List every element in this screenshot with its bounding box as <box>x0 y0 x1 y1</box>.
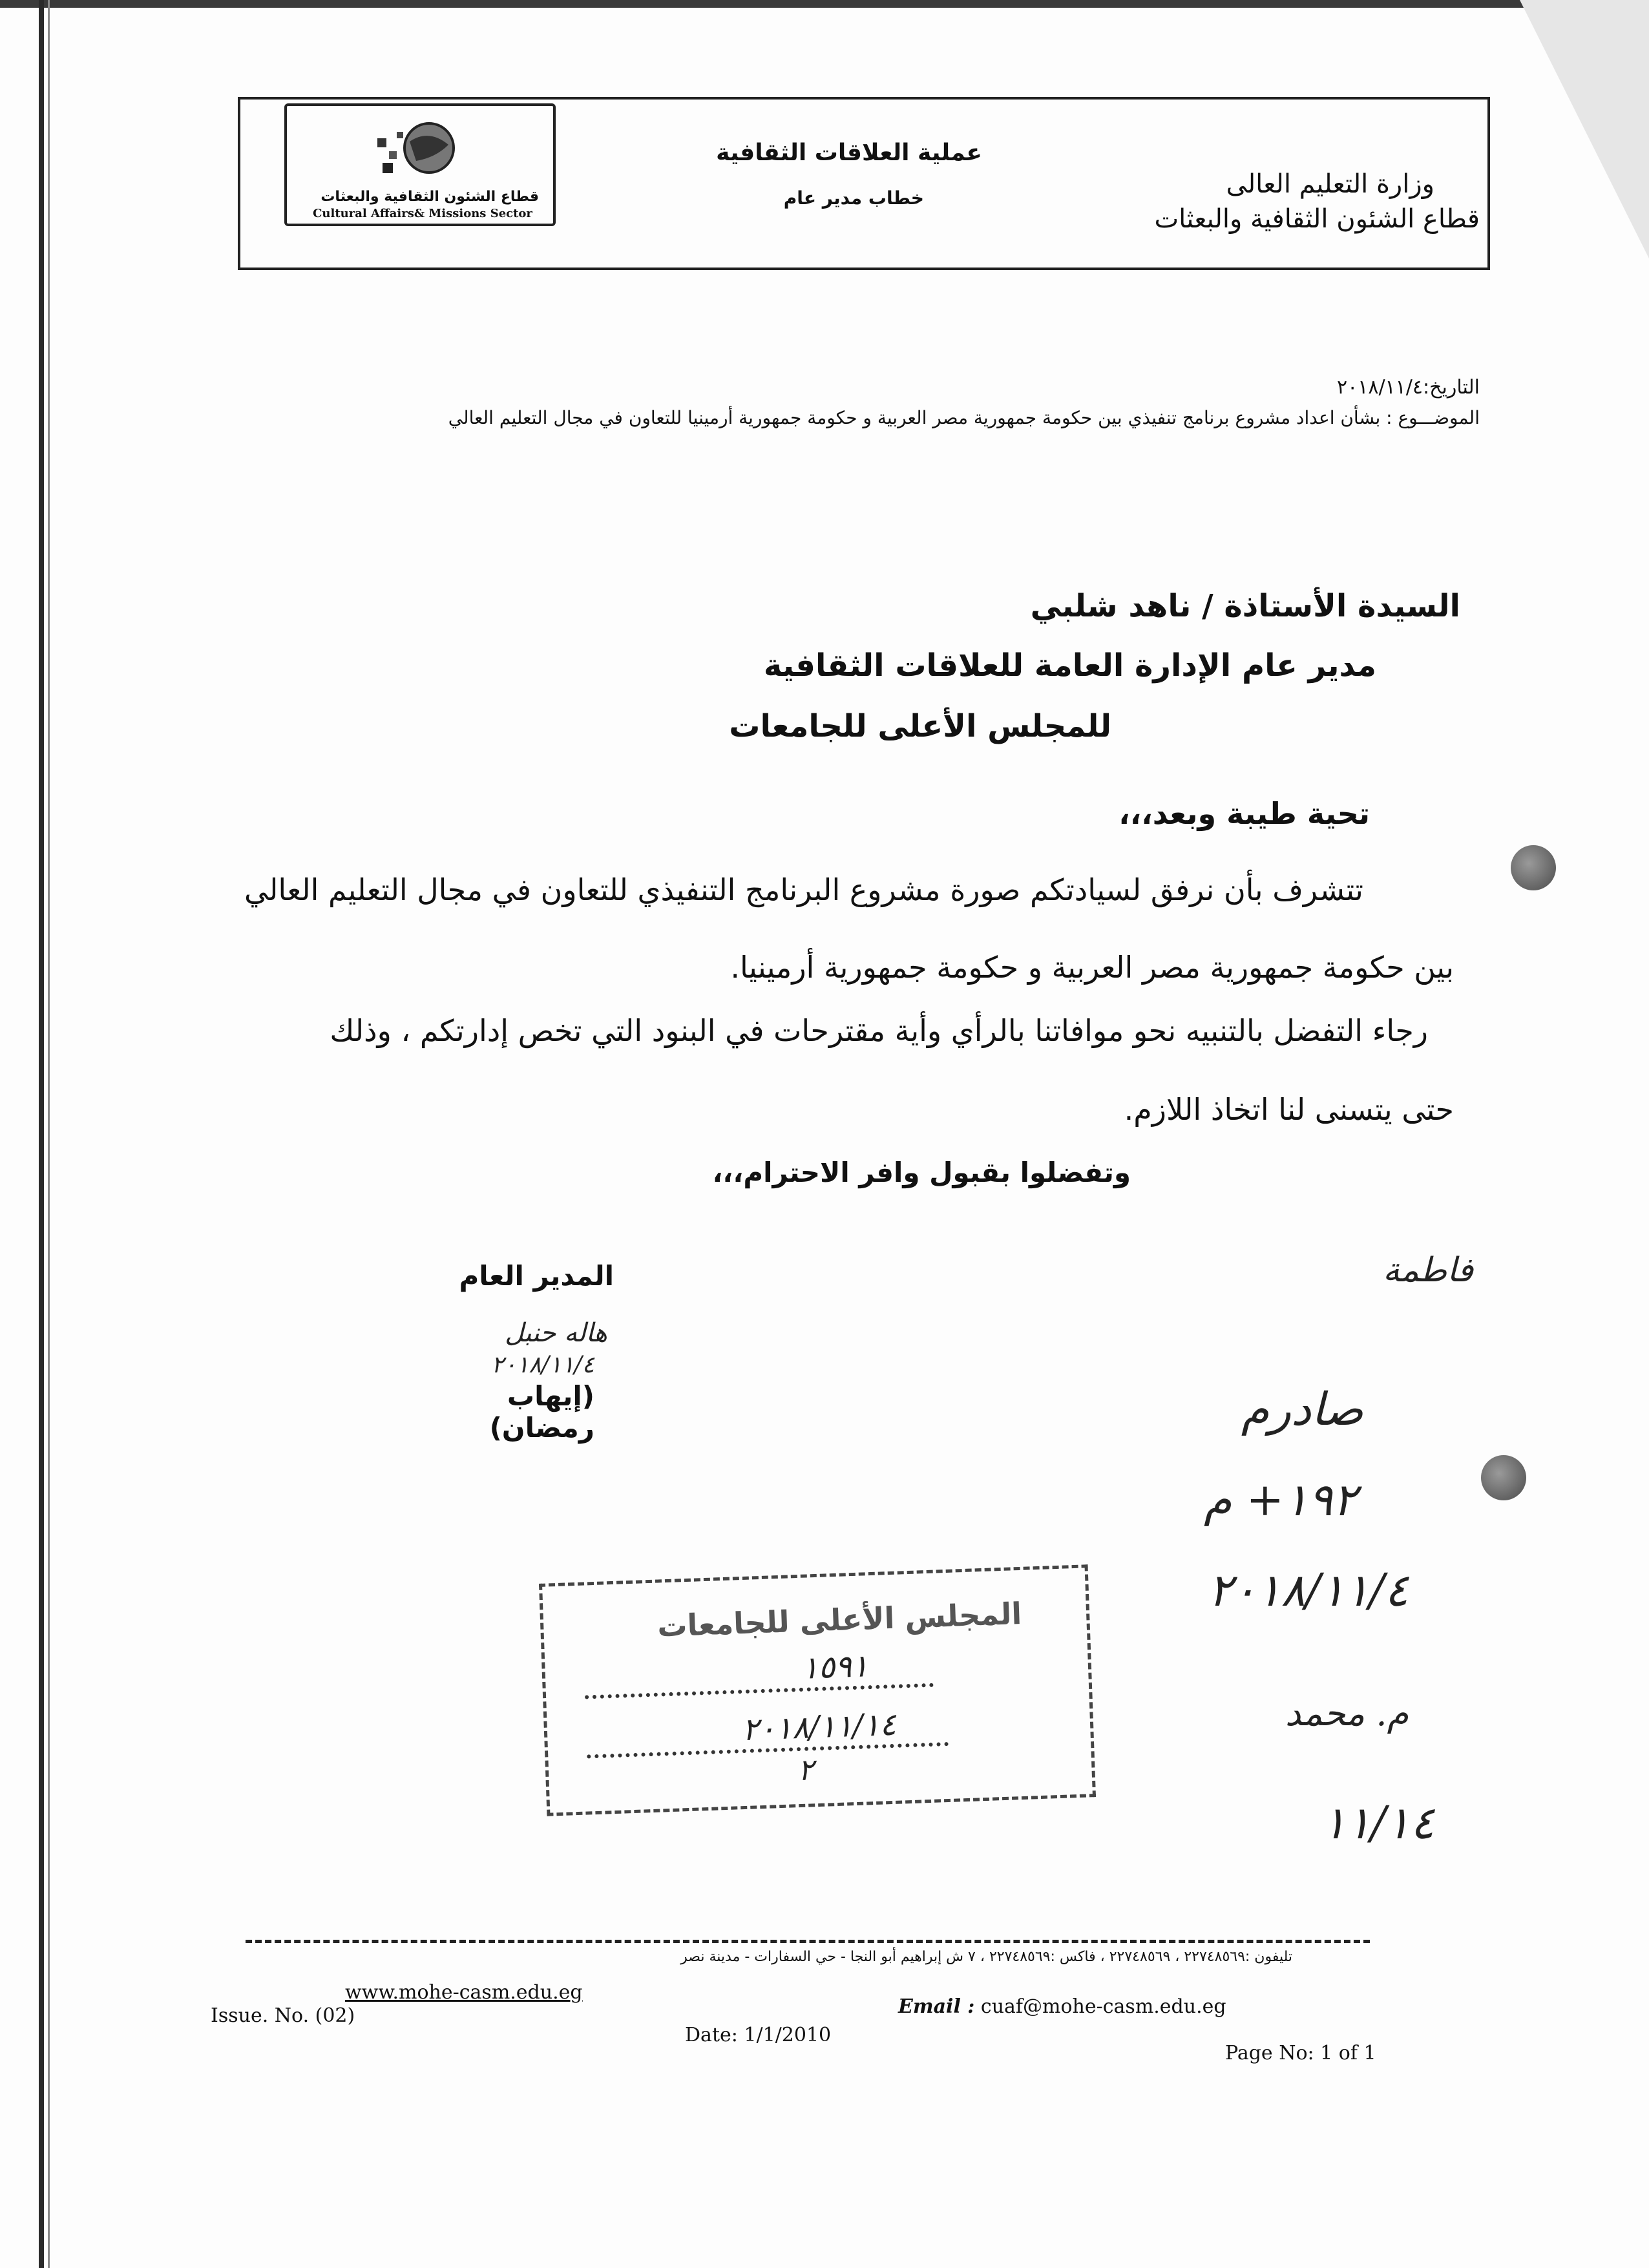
punch-hole-top <box>1511 845 1556 890</box>
letter-date: التاريخ:٢٠١٨/١١/٤ <box>1337 376 1480 399</box>
received-stamp <box>539 1564 1096 1816</box>
annotation-number: ١٩٢+ م <box>1203 1473 1357 1526</box>
scan-left-edge-shadow <box>48 0 50 2268</box>
body-p2-line2: حتى يتسنى لنا اتخاذ اللازم. <box>1124 1092 1454 1127</box>
logo-text-en: Cultural Affairs& Missions Sector <box>313 207 532 220</box>
annotation-outgoing: صادرم <box>1241 1383 1363 1436</box>
punch-hole-bottom <box>1481 1455 1526 1500</box>
addressee-name: السيدة الأستاذة / ناهد شلبي <box>1030 588 1460 624</box>
stamp-org: المجلس الأعلى للجامعات <box>656 1595 1022 1644</box>
body-p2-line1: رجاء التفضل بالتنبيه نحو موافاتنا بالرأي وأية مقترحات في البنود التي تخص إدارتكم ، وذلك <box>330 1013 1428 1048</box>
logo-text-ar: قطاع الشئون الثقافية والبعثات <box>320 189 539 205</box>
sector-name: قطاع الشئون الثقافية والبعثات <box>1154 204 1480 234</box>
greeting: تحية طيبة وبعد،،، <box>1119 796 1370 831</box>
footer-email[interactable]: cuaf@mohe-casm.edu.eg <box>980 1995 1226 2018</box>
letter-subject: الموضـــوع : بشأن اعداد مشروع برنامج تنفيذي بين حكومة جمهورية مصر العربية و حكومة جمهورية أرمينيا للتعاون في مجال التعليم العالي <box>448 407 1480 428</box>
addressee-org: للمجلس الأعلى للجامعات <box>729 708 1111 744</box>
footer-contact: تليفون :٢٢٧٤٨٥٦٩ ، ٢٢٧٤٨٥٦٩ ، فاكس :٢٢٧٤٨٥٦٩ ، ٧ ش إبراهيم أبو النجا - حي السفارات - مدينة نصر <box>680 1949 1292 1965</box>
body-p1-line2: بين حكومة جمهورية مصر العربية و حكومة جمهورية أرمينيا. <box>730 950 1454 985</box>
stamp-number: ١٥٩١ <box>801 1648 869 1686</box>
footer-issue: Issue. No. (02) <box>211 2004 355 2027</box>
annotation-date: ٢٠١٨/١١/٤ <box>1208 1564 1409 1617</box>
annotation-bottom-2: ١١/١٤ <box>1322 1796 1434 1849</box>
process-title: عملية العلاقات الثقافية <box>716 140 982 166</box>
scan-left-edge <box>39 0 44 2268</box>
sector-logo <box>284 103 556 226</box>
footer-divider <box>246 1940 1370 1943</box>
closing: وتفضلوا بقبول وافر الاحترام،،، <box>712 1157 1131 1188</box>
annotation-top: فاطمة <box>1382 1251 1473 1290</box>
doc-type: خطاب مدير عام <box>783 187 924 209</box>
footer-email-block <box>898 1995 1299 2018</box>
signature-name: (إيهاب رمضان) <box>489 1380 594 1444</box>
signature-handwritten-name: هاله حنبل <box>505 1318 607 1348</box>
footer-email-label: Email : <box>898 1995 975 2018</box>
body-p1-line1: تتشرف بأن نرفق لسيادتكم صورة مشروع البرنامج التنفيذي للتعاون في مجال التعليم العالي <box>244 872 1363 907</box>
ministry-name: وزارة التعليم العالى <box>1226 169 1434 199</box>
footer-website[interactable]: www.mohe-casm.edu.eg <box>345 1981 583 2004</box>
globe-logo-icon <box>371 112 461 190</box>
stamp-extra: ٢ <box>797 1752 815 1788</box>
scan-top-edge <box>0 0 1649 8</box>
folded-corner <box>1520 0 1649 258</box>
stamp-date: ٢٠١٨/١١/١٤ <box>741 1706 897 1748</box>
footer-date: Date: 1/1/2010 <box>685 2024 832 2046</box>
annotation-bottom-1: م. محمد <box>1285 1693 1409 1734</box>
signature-role: المدير العام <box>459 1260 614 1292</box>
footer-page: Page No: 1 of 1 <box>1225 2042 1376 2064</box>
addressee-title: مدير عام الإدارة العامة للعلاقات الثقافية <box>763 647 1376 684</box>
signature-handwritten-date: ٢٠١٨/١١/٤ <box>491 1352 594 1378</box>
